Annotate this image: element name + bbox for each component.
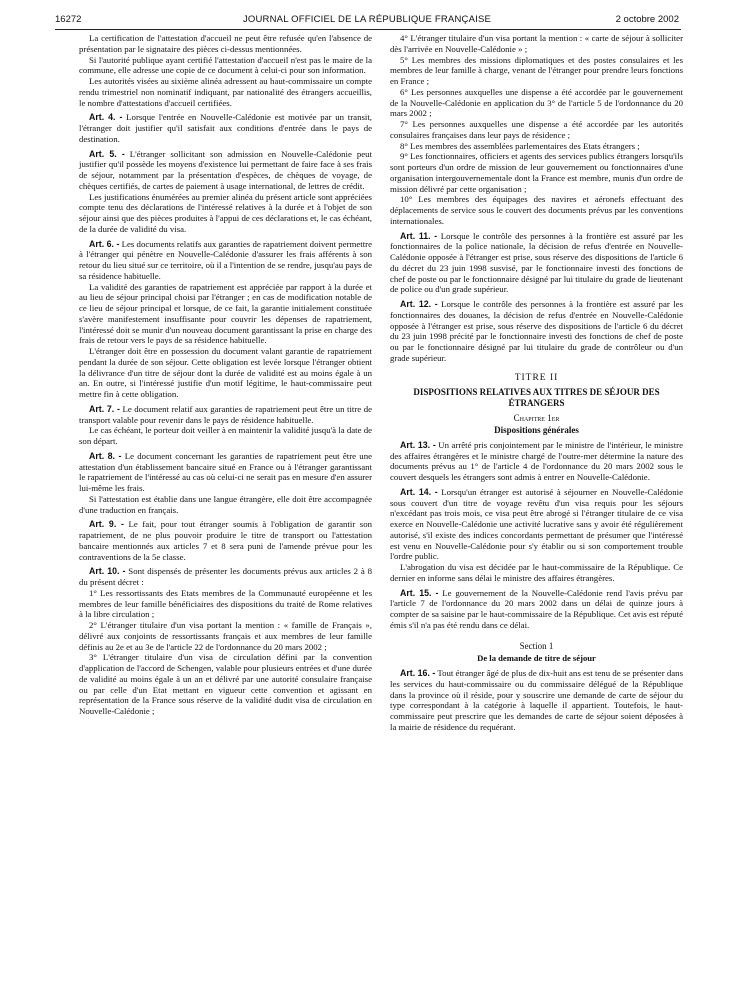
paragraph: Le cas échéant, le porteur doit veiller à en maintenir la validité jusqu'à la date de son départ.	[79, 425, 372, 446]
article-label: Art. 12. -	[400, 299, 438, 309]
chapter-subheading: Dispositions générales	[494, 425, 579, 435]
article-7	[79, 404, 372, 426]
article-label: Art. 7. -	[89, 403, 120, 414]
article-13	[390, 440, 683, 483]
chapter-heading: Chapitre 1er	[513, 413, 560, 424]
article-11	[390, 231, 683, 296]
article-label: Art. 5. -	[89, 148, 125, 159]
header-rule	[55, 29, 681, 30]
paragraph: La certification de l'attestation d'accueil ne peut être refusée qu'en l'absence de présentation par le signataire des pièces ci-dessus mentionnées.	[79, 33, 372, 54]
list-item: 9° Les fonctionnaires, officiers et agents des services publics étrangers lorsqu'ils sont porteurs d'un ordre de mission de leur gouvernement ou fonctionnaires d'une organisation intergouvernementale dont la France est membre, munis d'un ordre de mission délivré par cette organisation ;	[390, 151, 683, 194]
article-label: Art. 16. -	[400, 668, 436, 678]
list-item: 3° L'étranger titulaire d'un visa de circulation défini par la convention d'application de l'accord de Schengen, valable pour plusieurs entrées et d'une durée de validité au moins égale à un an et délivré par une autorité consulaire française ou par celle d'un Etat mettant en vigueur cette convention et agissant en représentation de la France sous réserve de la validité dudit visa de circulation en Nouvelle-Calédonie ;	[79, 652, 372, 716]
paragraph: Si l'attestation est établie dans une langue étrangère, elle doit être accompagnée d'une traduction en français.	[79, 493, 372, 515]
list-item: 10° Les membres des équipages des navires et aéronefs effectuant des déplacements de service sous le couvert des documents prévus par les conventions internationales.	[390, 194, 683, 226]
article-label: Art. 10. -	[89, 566, 126, 577]
list-item: 7° Les personnes auxquelles une dispense a été accordée par les autorités consulaires françaises dans leur pays de résidence ;	[390, 119, 683, 140]
paragraph: Les autorités visées au sixième alinéa adressent au haut-commissaire un compte rendu trimestriel non nominatif indiquant, par nationalité des étrangers accueillis, le nombre d'attestations d'accueil certifiées.	[79, 76, 372, 108]
list-item: 6° Les personnes auxquelles une dispense a été accordée par le gouvernement de la Nouvelle-Calédonie en application du 3° de l'article 5 de l'ordonnance du 20 mars 2002 ;	[390, 86, 683, 119]
article-text: Lorsque le contrôle des personnes à la frontière est assuré par les fonctionnaires de la police nationale, la décision de refus d'entrée en Nouvelle-Calédonie opposée à l'étranger est prise, sous réserve des dispositions de l'article 6 du décret du 23 juin 1998 susvisé, par le fonctionnaire investi des fonctions de chef de poste ou par le fonctionnaire désigné par lui titulaire du grade de lieutenant de police ou d'un grade supérieur.	[390, 230, 683, 295]
article-9	[79, 519, 372, 562]
article-label: Art. 14. -	[400, 486, 438, 497]
paragraph: Si l'autorité publique ayant certifié l'attestation d'accueil n'est pas le maire de la commune, elle adresse une copie de ce document à celui-ci pour son information.	[79, 54, 372, 76]
article-text: Lorsque l'entrée en Nouvelle-Calédonie est motivée par un transit, l'étranger doit justifier qu'il satisfait aux conditions d'entrée dans le pays de destination.	[79, 112, 372, 144]
article-text: Lorsque le contrôle des personnes à la frontière est assuré par les fonctionnaires des douanes, la décision de refus d'entrée en Nouvelle-Calédonie opposée à l'étranger est prise, sous réserve des dispositions de l'article 6 du décret du 23 juin 1998 précité par le fonctionnaire investi des fonctions de chef de poste ou par le fonctionnaire désigné par lui titulaire du grade de contrôleur ou d'un grade supérieur.	[390, 299, 683, 363]
article-label: Art. 11. -	[400, 230, 438, 241]
list-item: 1° Les ressortissants des Etats membres de la Communauté européenne et les membres de leur famille bénéficiaires des dispositions du traité de Rome relatives à la libre circulation ;	[79, 587, 372, 620]
article-text: Lorsqu'un étranger est autorisé à séjourner en Nouvelle-Calédonie sous couvert d'un titre de voyage revêtu d'un visa requis pour les séjours n'excédant pas trois mois, ce visa peut être abrogé si l'étranger titulaire de ce visa exerce en Nouvelle-Calédonie une activité lucrative sans y avoir été régulièrement autorisé, s'il existe des indices concordants permettant de présumer que l'intéressé est venu en Nouvelle-Calédonie pour s'y établir ou si son comportement trouble l'ordre public.	[390, 486, 683, 562]
article-text: Le fait, pour tout étranger soumis à l'obligation de garantir son rapatriement, de ne plus pouvoir produire le titre de transport ou l'attestation bancaire mentionnés aux articles 7 et 8 sera puni de l'amende prévue pour les contraventions de la 5e classe.	[79, 519, 372, 562]
article-5	[79, 149, 372, 192]
article-text: Un arrêté pris conjointement par le ministre de l'intérieur, le ministre des affaires étrangères et le ministre chargé de l'outre-mer détermine la nature des documents prévus au 1° de l'article 4 de l'ordonnance du 20 mars 2002 sous le couvert desquels les étrangers sont admis à entrer en Nouvelle-Calédonie.	[390, 439, 683, 482]
article-4	[79, 112, 372, 144]
article-label: Art. 9. -	[89, 519, 124, 530]
list-item: 5° Les membres des missions diplomatiques et des postes consulaires et les membres de leur famille à charge, venant de l'étranger pour prendre leurs fonctions en France ;	[390, 54, 683, 86]
list-item: 8° Les membres des assemblées parlementaires des Etats étrangers ;	[400, 140, 640, 151]
paragraph: La validité des garanties de rapatriement est appréciée par rapport à la durée et au lieu de séjour principal choisi par l'étranger ; en cas de modification notable de ce lieu de séjour principal et lorsque, de ce fait, la garantie initialement constituée s'avère manifestement insuffisante pour couvrir les dépenses de rapatriement, l'intéressé doit se munir d'un nouveau document garantissant la prise en charge des frais de retour vers le pays de sa résidence habituelle.	[79, 281, 372, 346]
article-text: Tout étranger âgé de plus de dix-huit ans est tenu de se présenter dans les services du haut-commissaire ou du commissaire délégué de la République dans la province où il réside, pour y souscrire une demande de carte de séjour du type correspondant à la catégorie à laquelle il appartient. Toutefois, le haut-commissaire peut prescrire que les demandes de carte de séjour soient déposées à la mairie de résidence du requérant.	[390, 668, 683, 732]
article-label: Art. 8. -	[89, 450, 122, 461]
title-heading: TITRE II	[514, 372, 559, 383]
paragraph: L'abrogation du visa est décidée par le haut-commissaire de la République. Ce dernier en informe sans délai le ministre des affaires étrangères.	[390, 562, 683, 583]
title-subheading: DISPOSITIONS RELATIVES AUX TITRES DE SÉJOUR DES ÉTRANGERS	[413, 387, 660, 409]
paragraph: L'étranger doit être en possession du document valant garantie de rapatriement pendant la durée de son séjour. Cette obligation est levée lorsque l'étranger obtient la délivrance d'un titre de séjour dont la durée de validité est au moins égale à un an. En outre, si l'intéressé justifie d'un motif légitime, le haut-commissaire peut mettre fin à cette obligation.	[79, 346, 372, 399]
article-8	[79, 451, 372, 494]
page-header	[55, 14, 679, 28]
journal-title: JOURNAL OFFICIEL DE LA RÉPUBLIQUE FRANÇAISE	[242, 14, 492, 25]
article-12	[390, 299, 683, 364]
article-label: Art. 13. -	[400, 439, 436, 450]
right-column	[390, 33, 683, 733]
article-text: Sont dispensés de présenter les documents prévus aux articles 2 à 8 du présent décret :	[79, 566, 372, 587]
article-text: Le gouvernement de la Nouvelle-Calédonie rend l'avis prévu par l'article 7 de l'ordonnance du 20 mars 2002 dans un délai de quinze jours à compter de sa saisine par le haut-commissaire de la République. Cet avis est réputé émis s'il n'a pas été rendu dans ce délai.	[390, 587, 683, 630]
article-text: Le document concernant les garanties de rapatriement peut être une attestation d'un établissement bancaire situé en France ou à l'étranger garantissant le rapatriement de l'intéressé au cas où celui-ci ne serait pas en mesure d'en assurer lui-même les frais.	[79, 450, 372, 493]
article-16	[390, 668, 683, 733]
article-label: Art. 4. -	[89, 112, 123, 123]
article-label: Art. 6. -	[89, 238, 120, 249]
left-column	[79, 33, 372, 717]
article-text: L'étranger sollicitant son admission en Nouvelle-Calédonie peut justifier qu'il possède les moyens d'existence lui permettant de faire face à ses frais de séjour, notamment par la présentation d'espèces, de chèques de voyage, de chèques certifiés, de cartes de paiement à usage international, de lettres de crédit.	[79, 148, 372, 191]
article-6	[79, 239, 372, 282]
article-15	[390, 588, 683, 631]
section-subheading: De la demande de titre de séjour	[477, 653, 596, 664]
page-number: 16272	[55, 14, 82, 25]
section-heading: Section 1	[519, 640, 554, 651]
article-14	[390, 487, 683, 562]
article-text: Le document relatif aux garanties de rapatriement peut être un titre de transport valable pour revenir dans le pays de résidence habituelle.	[79, 403, 372, 425]
article-10	[79, 566, 372, 588]
issue-date: 2 octobre 2002	[615, 14, 679, 25]
paragraph: Les justifications énumérées au premier alinéa du présent article sont appréciées compte tenu des déclarations de l'intéressé relatives à la durée et à l'objet de son séjour ainsi que des pièces produites à l'appui de ces déclarations et, le cas échéant, de la durée de validité du visa.	[79, 191, 372, 234]
article-text: Les documents relatifs aux garanties de rapatriement doivent permettre à l'étranger qui pénètre en Nouvelle-Calédonie d'assurer les frais afférents à son retour du lieu situé sur ce territoire, où il a l'intention de se rendre, jusqu'au pays de sa résidence habituelle.	[79, 238, 372, 281]
article-label: Art. 15. -	[400, 587, 439, 598]
list-item: 2° L'étranger titulaire d'un visa portant la mention : « famille de Français », délivré aux conjoints de ressortissants français et aux membres de leur famille définis au 2e et au 3e de l'article 22 de l'ordonnance du 20 mars 2002 ;	[79, 620, 372, 652]
list-item: 4° L'étranger titulaire d'un visa portant la mention : « carte de séjour à solliciter dès l'arrivée en Nouvelle-Calédonie » ;	[390, 33, 683, 54]
